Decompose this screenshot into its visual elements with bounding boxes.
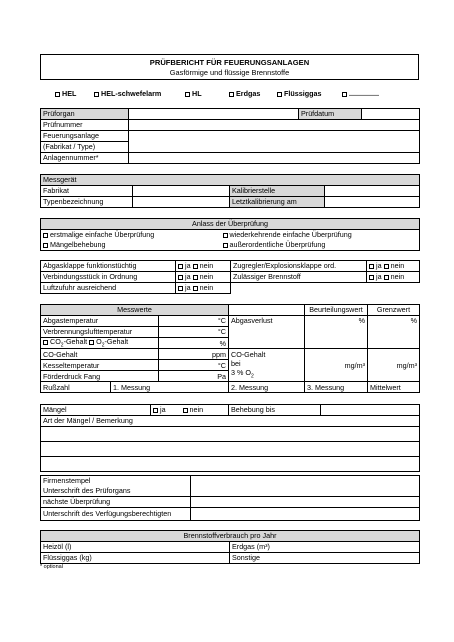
fuel-option-hl[interactable]: HL <box>185 90 202 97</box>
checkbox-icon[interactable] <box>277 92 282 97</box>
prufnummer-field[interactable] <box>129 120 420 131</box>
verbrennungsluft-field[interactable]: °C <box>159 327 229 338</box>
firmenstempel-label: Firmenstempel <box>41 476 191 487</box>
checkbox-icon[interactable] <box>178 264 183 269</box>
fluessiggas-field[interactable]: Flüssiggas (kg) <box>41 553 230 564</box>
maengel-table <box>40 404 420 472</box>
russzahl-messung-2[interactable]: 2. Messung <box>229 382 305 393</box>
anlass-option-ausserordentlich[interactable]: außerordentliche Überprüfung <box>221 240 420 251</box>
kesseltemperatur-field[interactable]: °C <box>159 360 229 371</box>
luftzufuhr-label: Luftzufuhr ausreichend <box>41 283 176 294</box>
abgasklappe-janein[interactable]: ja nein <box>176 261 231 272</box>
verbindung-janein[interactable]: ja nein <box>176 272 231 283</box>
stempel-unterschrift-field[interactable] <box>191 476 420 497</box>
typenbezeichnung-field[interactable] <box>133 197 230 208</box>
russzahl-mittelwert[interactable]: Mittelwert <box>368 382 420 393</box>
russzahl-messung-3[interactable]: 3. Messung <box>305 382 368 393</box>
messgeraet-table <box>40 174 420 208</box>
co-gehalt-field[interactable]: ppm <box>159 349 229 360</box>
letztkalibrierung-label: Letztkalibrierung am <box>230 197 325 208</box>
verbrauch-table <box>40 530 420 564</box>
kalibrierstelle-label: Kalibrierstelle <box>230 186 325 197</box>
messwerte-table <box>40 304 420 393</box>
typenbezeichnung-label: Typenbezeichnung <box>41 197 133 208</box>
fuel-option-fluessiggas[interactable]: Flüssiggas <box>277 90 322 97</box>
general-info-table <box>40 108 420 164</box>
bemerkung-line[interactable] <box>41 457 420 472</box>
verbrauch-heading: Brennstoffverbrauch pro Jahr <box>41 531 420 542</box>
anlass-option-wiederkehrend[interactable]: wiederkehrende einfache Überprüfung <box>221 230 420 241</box>
co-grenzwert-field[interactable]: mg/m³ <box>368 349 420 382</box>
checkbox-icon[interactable] <box>229 92 234 97</box>
checkbox-icon[interactable] <box>193 264 198 269</box>
fabrikat-type-label: (Fabrikat / Type) <box>41 142 129 153</box>
messgeraet-fabrikat-field[interactable] <box>133 186 230 197</box>
unterschrift-verfuegungsberechtigter-field[interactable] <box>191 508 420 521</box>
co-gehalt-bei-label: CO-Gehalt bei 3 % $O_2$ <box>229 349 305 382</box>
checkbox-icon[interactable] <box>43 233 48 238</box>
messwerte-heading: Messwerte <box>41 305 229 316</box>
behebung-label: Behebung bis <box>229 405 321 416</box>
abgasverlust-label: Abgasverlust <box>229 316 305 349</box>
anlass-table <box>40 218 420 251</box>
checkbox-icon[interactable] <box>223 233 228 238</box>
maengel-ja[interactable]: ja <box>151 405 181 416</box>
luftzufuhr-janein[interactable]: ja nein <box>176 283 231 294</box>
checkbox-icon[interactable] <box>55 92 60 97</box>
abgasverlust-beurteilung-field[interactable]: % <box>305 316 368 349</box>
footnote: * optional <box>40 564 63 570</box>
co2-o2-gehalt-label[interactable]: $CO_2$-Gehalt $O_2$-Gehalt <box>41 338 159 349</box>
checkbox-icon[interactable] <box>369 275 374 280</box>
naechste-ueberpruefung-label: nächste Überprüfung <box>41 497 191 508</box>
sonstige-field[interactable]: Sonstige <box>230 553 420 564</box>
brennstoff-label: Zulässiger Brennstoff <box>231 272 367 283</box>
checkbox-icon[interactable] <box>89 340 94 345</box>
behebung-field[interactable] <box>321 405 420 416</box>
abgasverlust-grenzwert-field[interactable]: % <box>368 316 420 349</box>
checkbox-icon[interactable] <box>94 92 99 97</box>
messgeraet-fabrikat-label: Fabrikat <box>41 186 133 197</box>
russzahl-messung-1[interactable]: 1. Messung <box>111 382 229 393</box>
grenzwert-heading: Grenzwert <box>368 305 420 316</box>
erdgas-field[interactable]: Erdgas (m³) <box>230 542 420 553</box>
russzahl-label: Rußzahl <box>41 382 111 393</box>
anlagennummer-field[interactable] <box>129 153 420 164</box>
abgasklappe-label: Abgasklappe funktionstüchtig <box>41 261 176 272</box>
co-gehalt-label: CO-Gehalt <box>41 349 159 360</box>
checkbox-icon[interactable] <box>178 275 183 280</box>
foerderdruck-field[interactable]: Pa <box>159 371 229 382</box>
zugregler-label: Zugregler/Explosionsklappe ord. <box>231 261 367 272</box>
fuel-option-other[interactable]: ............... <box>342 90 379 97</box>
messgeraet-heading: Messgerät <box>41 175 420 186</box>
checkbox-icon[interactable] <box>153 408 158 413</box>
checkbox-icon[interactable] <box>384 264 389 269</box>
beurteilungswert-heading: Beurteilungswert <box>305 305 368 316</box>
unterschrift-verfuegungsberechtigter-label: Unterschrift des Verfügungsberechtigten <box>41 508 191 521</box>
checkbox-icon[interactable] <box>43 340 48 345</box>
art-der-maengel-label: Art der Mängel / Bemerkung <box>41 416 420 427</box>
checkbox-icon[interactable] <box>183 408 188 413</box>
checkbox-icon[interactable] <box>193 275 198 280</box>
checkbox-icon[interactable] <box>369 264 374 269</box>
checkbox-icon[interactable] <box>43 243 48 248</box>
anlass-heading: Anlass der Überprüfung <box>41 219 420 230</box>
signature-table <box>40 475 420 521</box>
verbindung-label: Verbindungsstück in Ordnung <box>41 272 176 283</box>
co2-o2-gehalt-field[interactable]: % <box>159 338 229 349</box>
checkbox-icon[interactable] <box>185 92 190 97</box>
bemerkung-line[interactable] <box>41 427 420 442</box>
abgastemperatur-field[interactable]: °C <box>159 316 229 327</box>
naechste-ueberpruefung-field[interactable] <box>191 497 420 508</box>
feuerungsanlage-field[interactable] <box>129 131 420 153</box>
checkbox-icon[interactable] <box>178 286 183 291</box>
kesseltemperatur-label: Kesseltemperatur <box>41 360 159 371</box>
pruforgan-field[interactable] <box>129 109 299 120</box>
heizoel-field[interactable]: Heizöl (l) <box>41 542 230 553</box>
checkbox-icon[interactable] <box>193 286 198 291</box>
checks-table <box>40 260 420 294</box>
kalibrierstelle-field[interactable] <box>325 186 420 197</box>
report-subtitle: Gasförmige und flüssige Brennstoffe <box>169 67 290 77</box>
letztkalibrierung-field[interactable] <box>325 197 420 208</box>
brennstoff-janein[interactable]: ja nein <box>367 272 420 283</box>
anlass-option-erstmalig[interactable]: erstmalige einfache Überprüfung <box>41 230 221 241</box>
prufdatum-label: Prüfdatum <box>299 109 362 120</box>
pruforgan-label: Prüforgan <box>41 109 129 120</box>
feuerungsanlage-label: Feuerungsanlage <box>41 131 129 142</box>
unterschrift-pruforgan-label: Unterschrift des Prüforgans <box>41 486 191 497</box>
zugregler-janein[interactable]: ja nein <box>367 261 420 272</box>
prufnummer-label: Prüfnummer <box>41 120 129 131</box>
prufdatum-field[interactable] <box>362 109 420 120</box>
fuel-option-hel-schwefelarm[interactable]: HEL-schwefelarm <box>94 90 161 97</box>
fuel-option-erdgas[interactable]: Erdgas <box>229 90 260 97</box>
foerderdruck-label: Förderdruck Fang <box>41 371 159 382</box>
anlagennummer-label: Anlagennummer* <box>41 153 129 164</box>
fuel-options <box>55 90 415 100</box>
co-beurteilung-field[interactable]: mg/m³ <box>305 349 368 382</box>
report-title: PRÜFBERICHT FÜR FEUERUNGSANLAGEN <box>149 58 310 67</box>
anlass-option-maengelbehebung[interactable]: Mängelbehebung <box>41 240 221 251</box>
report-header <box>40 54 419 80</box>
checkbox-icon[interactable] <box>384 275 389 280</box>
checkbox-icon[interactable] <box>342 92 347 97</box>
checkbox-icon[interactable] <box>223 243 228 248</box>
maengel-label: Mängel <box>41 405 151 416</box>
maengel-nein[interactable]: nein <box>181 405 229 416</box>
bemerkung-line[interactable] <box>41 442 420 457</box>
fuel-option-hel[interactable]: HEL <box>55 90 76 97</box>
abgastemperatur-label: Abgastemperatur <box>41 316 159 327</box>
verbrennungsluft-label: Verbrennungslufttemperatur <box>41 327 159 338</box>
